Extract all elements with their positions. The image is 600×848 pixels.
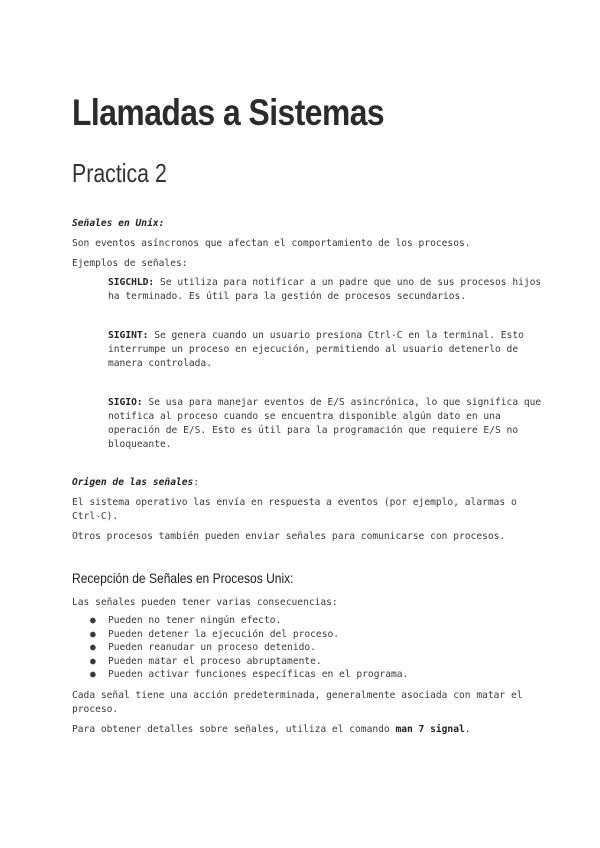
signal-name: SIGCHLD: xyxy=(108,277,155,288)
signal-desc-line: interrumpe un proceso en ejecución, permitiendo al usuario detenerlo de xyxy=(108,344,519,355)
list-item: ● Pueden detener la ejecución del proceso. xyxy=(90,628,340,640)
reception-paragraph-line: proceso. xyxy=(72,704,119,715)
consequences-list xyxy=(90,614,408,682)
signal-desc-line: notifica al proceso cuando se encuentra disponible algún dato en una xyxy=(108,411,501,422)
signal-name: SIGINT: xyxy=(108,330,149,341)
signals-intro: Son eventos asíncronos que afectan el comportamiento de los procesos. xyxy=(72,238,471,249)
bullet-icon: ● xyxy=(90,669,96,681)
bullet-icon: ● xyxy=(90,628,96,640)
signal-desc-line: manera controlada. xyxy=(108,358,212,369)
section-heading-signals: Señales en Unix: xyxy=(72,218,165,229)
signal-desc-line: Se genera cuando un usuario presiona Ctrl-C en la terminal. Esto xyxy=(148,330,524,341)
page-title: Llamadas a Sistemas xyxy=(72,92,385,133)
bullet-icon: ● xyxy=(90,655,96,667)
page-subtitle: Practica 2 xyxy=(72,158,167,188)
bullet-icon: ● xyxy=(90,642,96,654)
signal-desc-line: bloqueante. xyxy=(108,439,172,450)
list-item: ● Pueden reanudar un proceso detenido. xyxy=(90,642,316,654)
signal-desc-line: operación de E/S. Esto es útil para la programación que requiere E/S no xyxy=(108,425,519,436)
man-command-paragraph: Para obtener detalles sobre señales, utiliza el comando man 7 signal. xyxy=(72,724,471,735)
examples-label: Ejemplos de señales: xyxy=(72,258,188,269)
bullet-icon: ● xyxy=(90,615,96,626)
signal-name: SIGIO: xyxy=(108,397,143,408)
section-heading-origin: Origen de las señales: xyxy=(72,477,200,488)
list-item: ● Pueden no tener ningún efecto. xyxy=(90,615,282,626)
signal-desc-line: Se usa para manejar eventos de E/S asincrónica, lo que significa que xyxy=(142,397,542,408)
origin-paragraph-2: Otros procesos también pueden enviar señales para comunicarse con procesos. xyxy=(72,531,506,542)
section-heading-reception: Recepción de Señales en Procesos Unix: xyxy=(72,570,294,586)
list-item: ● Pueden activar funciones específicas en el programa. xyxy=(90,669,409,681)
origin-paragraph-line: El sistema operativo las envía en respuesta a eventos (por ejemplo, alarmas o xyxy=(72,497,517,508)
list-item: ● Pueden matar el proceso abruptamente. xyxy=(90,655,322,667)
reception-intro: Las señales pueden tener varias consecuencias: xyxy=(72,597,338,608)
signal-desc-line: Se utiliza para notificar a un padre que uno de sus procesos hijos xyxy=(154,277,542,288)
reception-paragraph-line: Cada señal tiene una acción predeterminada, generalmente asociada con matar el xyxy=(72,690,523,701)
origin-paragraph-line: Ctrl-C). xyxy=(72,511,119,522)
man-command: man 7 signal xyxy=(395,724,465,735)
signal-desc-line: ha terminado. Es útil para la gestión de procesos secundarios. xyxy=(108,291,467,302)
